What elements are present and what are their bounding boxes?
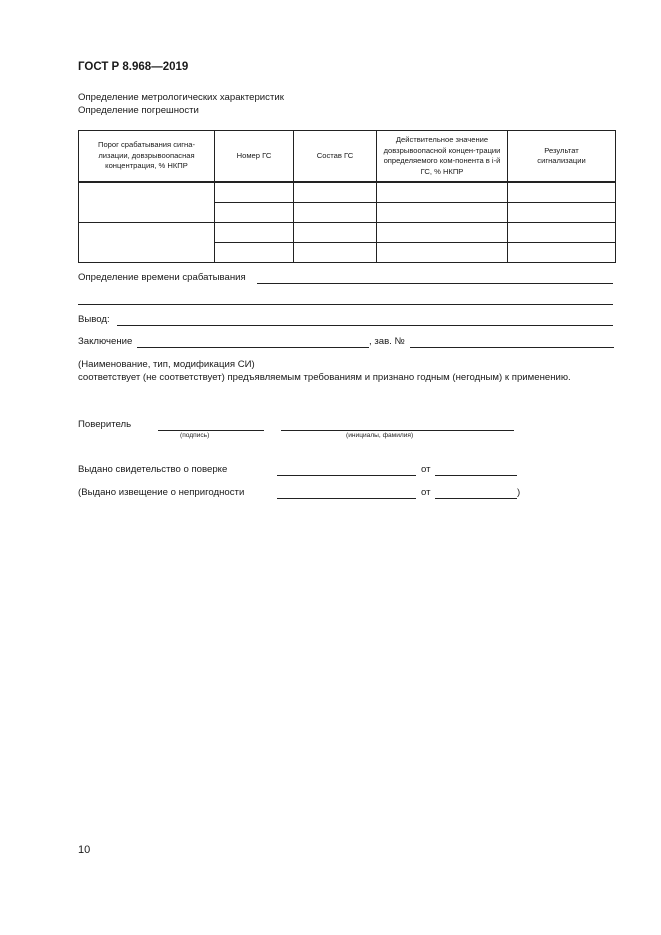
table-cell[interactable] bbox=[215, 182, 294, 203]
serial-number-label: , зав. № bbox=[369, 336, 405, 347]
certificate-from-label: от bbox=[421, 464, 431, 475]
signature-caption: (подпись) bbox=[180, 432, 210, 439]
conclusion-field[interactable] bbox=[117, 325, 613, 326]
table-cell[interactable] bbox=[508, 182, 616, 203]
conclusion-label: Вывод: bbox=[78, 314, 110, 325]
header-alarm-threshold: Порог срабатывания сигна-лизации, довзрывоопасная концентрация, % НКПР bbox=[79, 131, 215, 183]
signature-field[interactable] bbox=[158, 430, 264, 431]
serial-number-field[interactable] bbox=[410, 347, 614, 348]
certificate-date-field[interactable] bbox=[435, 475, 517, 476]
results-table bbox=[78, 130, 616, 263]
table-cell[interactable] bbox=[79, 182, 215, 223]
table-cell[interactable] bbox=[294, 203, 377, 223]
section-metrological-title: Определение метрологических характеристик bbox=[78, 92, 284, 103]
initials-caption: (инициалы, фамилия) bbox=[346, 432, 414, 439]
certificate-label: Выдано свидетельство о поверке bbox=[78, 464, 228, 475]
response-time-field[interactable] bbox=[257, 283, 613, 284]
table-cell[interactable] bbox=[377, 182, 508, 203]
header-gs-number: Номер ГС bbox=[215, 131, 294, 183]
notice-from-label: от bbox=[421, 487, 431, 498]
notice-close-paren: ) bbox=[517, 487, 521, 498]
table-cell[interactable] bbox=[508, 223, 616, 243]
table-row bbox=[79, 223, 616, 243]
verdict-field[interactable] bbox=[137, 347, 369, 348]
compliance-statement: соответствует (не соответствует) предъявляемым требованиям и признано годным (негодным) к применению. bbox=[78, 372, 571, 383]
table-cell[interactable] bbox=[215, 243, 294, 263]
table-cell[interactable] bbox=[294, 223, 377, 243]
table-cell[interactable] bbox=[215, 203, 294, 223]
header-gs-composition: Состав ГС bbox=[294, 131, 377, 183]
table-cell[interactable] bbox=[294, 243, 377, 263]
si-name-caption: (Наименование, тип, модификация СИ) bbox=[78, 359, 255, 370]
table-cell[interactable] bbox=[294, 182, 377, 203]
initials-field[interactable] bbox=[281, 430, 514, 431]
verifier-label: Поверитель bbox=[78, 419, 132, 430]
table-row bbox=[79, 182, 616, 203]
table-cell[interactable] bbox=[508, 203, 616, 223]
response-time-field-continued[interactable] bbox=[78, 304, 613, 305]
response-time-label: Определение времени срабатывания bbox=[78, 272, 246, 283]
document-code: ГОСТ Р 8.968—2019 bbox=[78, 61, 189, 73]
table-cell[interactable] bbox=[215, 223, 294, 243]
notice-label: (Выдано извещение о непригодности bbox=[78, 487, 245, 498]
header-actual-concentration: Действительное значение довзрывоопасной концен-трации определяемого ком-понента в i-й ГС, % НКПР bbox=[377, 131, 508, 183]
section-error-title: Определение погрешности bbox=[78, 105, 199, 116]
page-number: 10 bbox=[78, 844, 91, 856]
table-cell[interactable] bbox=[377, 223, 508, 243]
table-cell[interactable] bbox=[508, 243, 616, 263]
notice-number-field[interactable] bbox=[277, 498, 416, 499]
certificate-number-field[interactable] bbox=[277, 475, 416, 476]
table-header-row bbox=[79, 131, 616, 183]
table-cell[interactable] bbox=[377, 203, 508, 223]
notice-date-field[interactable] bbox=[435, 498, 517, 499]
table-cell[interactable] bbox=[79, 223, 215, 263]
header-alarm-result: Результат сигнализации bbox=[508, 131, 616, 183]
table-cell[interactable] bbox=[377, 243, 508, 263]
verdict-label: Заключение bbox=[78, 336, 133, 347]
